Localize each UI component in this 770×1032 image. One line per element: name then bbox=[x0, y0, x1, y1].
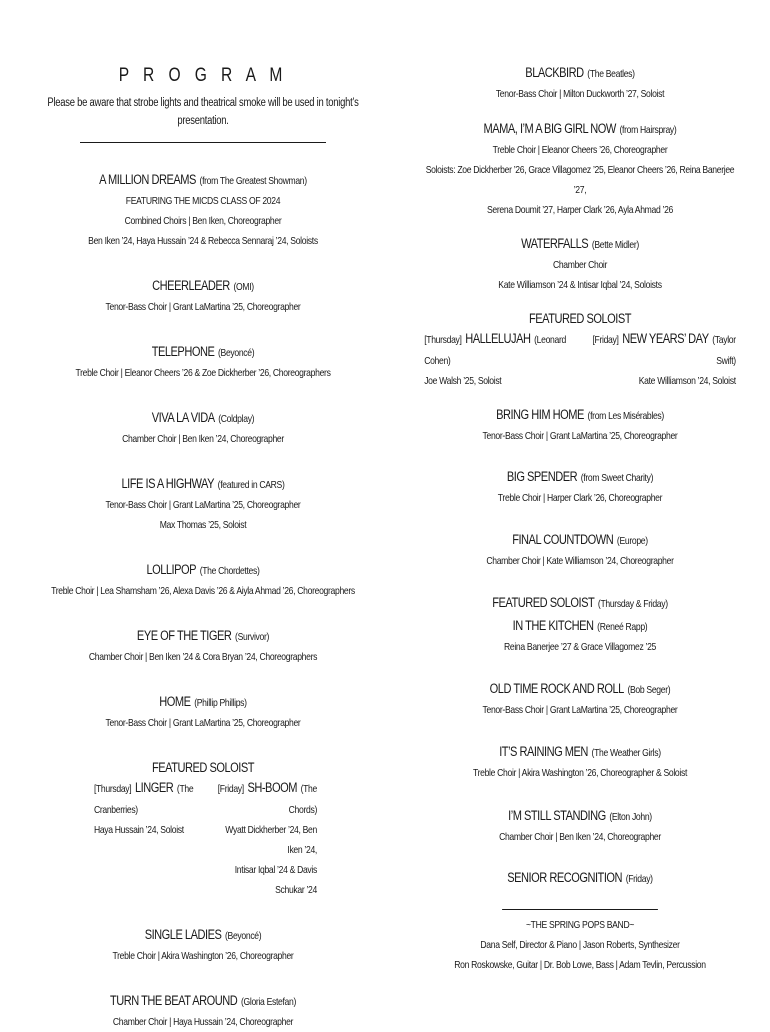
song-entry bbox=[424, 742, 736, 783]
band-heading: ~THE SPRING POPS BAND~ bbox=[525, 919, 635, 931]
song-title: BRING HIM HOME bbox=[496, 407, 584, 422]
song-title: FINAL COUNTDOWN bbox=[512, 532, 614, 547]
song-detail: Chamber Choir | Ben Iken ’24 & Cora Bryan ’24, Choreographers bbox=[88, 651, 318, 663]
song-credit: (Survivor) bbox=[235, 631, 270, 643]
song-entry bbox=[37, 925, 370, 966]
song-detail: Kate Williamson ’24 & Intisar Iqbal ’24, Soloists bbox=[498, 279, 662, 291]
song-entry bbox=[424, 405, 736, 446]
song-detail: Soloists: Zoe Dickherber ’26, Grace Villagomez ’25, Eleanor Cheers ’26, Reina Banerjee ’27, bbox=[425, 164, 735, 196]
song-credit: (featured in CARS) bbox=[217, 479, 285, 491]
song-entry bbox=[37, 991, 370, 1032]
song-title: CHEERLEADER bbox=[152, 278, 230, 293]
senior-recognition bbox=[424, 868, 736, 889]
song-detail: Treble Choir | Harper Clark ’26, Choreographer bbox=[497, 492, 663, 504]
day-label: [Thursday] bbox=[93, 783, 132, 795]
song-detail: Kate Williamson ’24, Soloist bbox=[638, 375, 736, 387]
right-column bbox=[424, 0, 736, 975]
song-title: IT’S RAINING MEN bbox=[499, 744, 588, 759]
song-credit: (The Cranberries) bbox=[93, 783, 194, 816]
song-detail: Serena Doumit ’27, Harper Clark ’26, Ayla Ahmad ’26 bbox=[486, 204, 674, 216]
song-title: TELEPHONE bbox=[151, 344, 215, 359]
song-credit: (Gloria Estefan) bbox=[240, 996, 297, 1008]
friday-feature bbox=[582, 329, 735, 391]
song-title: TURN THE BEAT AROUND bbox=[109, 993, 238, 1008]
song-detail: Treble Choir | Akira Washington ’26, Choreographer bbox=[112, 950, 294, 962]
song-title: I’M STILL STANDING bbox=[508, 808, 606, 823]
song-entry bbox=[424, 234, 736, 295]
featured-soloist-section bbox=[37, 758, 370, 900]
song-detail: Haya Hussain ’24, Soloist bbox=[93, 824, 184, 836]
day-label: [Thursday] bbox=[424, 334, 462, 346]
song-detail: Treble Choir | Eleanor Cheers ’26 & Zoe Dickherber ’26, Choreographers bbox=[75, 367, 331, 379]
song-credit: (OMI) bbox=[233, 281, 254, 293]
song-detail: Tenor-Bass Choir | Grant LaMartina ’25, Choreographer bbox=[105, 717, 301, 729]
song-credit: (Elton John) bbox=[609, 811, 652, 823]
song-detail: Intisar Iqbal ’24 & Davis Schukar ’24 bbox=[234, 864, 317, 896]
featured-title: FEATURED SOLOIST bbox=[492, 595, 595, 610]
song-detail: Combined Choirs | Ben Iken, Choreographer bbox=[124, 215, 282, 227]
song-entry bbox=[37, 342, 370, 383]
friday-feature bbox=[212, 778, 317, 900]
song-title: LOLLIPOP bbox=[146, 562, 197, 577]
song-credit: (The Weather Girls) bbox=[591, 747, 661, 759]
song-title: MAMA, I’M A BIG GIRL NOW bbox=[483, 121, 616, 136]
song-entry bbox=[424, 467, 736, 508]
song-credit: (Friday) bbox=[625, 873, 653, 885]
day-label: [Friday] bbox=[592, 334, 619, 346]
song-credit: (Coldplay) bbox=[218, 413, 255, 425]
song-detail: Tenor-Bass Choir | Grant LaMartina ’25, Choreographer bbox=[482, 704, 678, 716]
song-credit: (from The Greatest Showman) bbox=[199, 175, 307, 187]
song-credit: (Taylor Swift) bbox=[712, 334, 736, 367]
thursday-feature bbox=[424, 329, 582, 391]
day-label: (Thursday & Friday) bbox=[597, 598, 668, 610]
song-title: LINGER bbox=[134, 780, 174, 795]
band-line: Dana Self, Director & Piano | Jason Roberts, Synthesizer bbox=[480, 939, 680, 951]
song-credit: (from Sweet Charity) bbox=[580, 472, 654, 484]
song-title: BIG SPENDER bbox=[506, 469, 578, 484]
song-entry bbox=[37, 276, 370, 317]
band-credits bbox=[424, 915, 736, 975]
song-title: SENIOR RECOGNITION bbox=[507, 870, 623, 885]
page-title: P R O G R A M bbox=[118, 65, 288, 86]
song-title: OLD TIME ROCK AND ROLL bbox=[489, 681, 624, 696]
featured-soloist-section bbox=[424, 309, 736, 391]
song-credit: (Leonard Cohen) bbox=[424, 334, 566, 367]
song-credit: (The Chords) bbox=[288, 783, 317, 816]
featured-soloist-section bbox=[424, 593, 736, 657]
song-detail: Tenor-Bass Choir | Grant LaMartina ’25, Choreographer bbox=[105, 301, 301, 313]
song-entry bbox=[424, 679, 736, 720]
song-detail: Treble Choir | Lea Shamsham ’26, Alexa Davis ’26 & Aiyla Ahmad ’26, Choreographers bbox=[51, 585, 355, 597]
song-entry bbox=[424, 806, 736, 847]
song-credit: (Beyoncé) bbox=[225, 930, 262, 942]
featured-split bbox=[424, 329, 736, 391]
song-detail: Chamber Choir bbox=[552, 259, 608, 271]
song-entry bbox=[37, 408, 370, 449]
song-detail: Max Thomas ’25, Soloist bbox=[159, 519, 247, 531]
left-column bbox=[37, 0, 370, 1032]
song-detail: Wyatt Dickherber ’24, Ben Iken ’24, bbox=[225, 824, 317, 856]
song-detail: Chamber Choir | Ben Iken ’24, Choreographer bbox=[499, 831, 661, 843]
song-entry bbox=[37, 626, 370, 667]
song-detail: Tenor-Bass Choir | Milton Duckworth ’27, Soloist bbox=[495, 88, 665, 100]
song-detail: Chamber Choir | Kate Williamson ’24, Choreographer bbox=[486, 555, 674, 567]
song-detail: Chamber Choir | Ben Iken ’24, Choreographer bbox=[122, 433, 284, 445]
song-title: SINGLE LADIES bbox=[144, 927, 222, 942]
song-title: EYE OF THE TIGER bbox=[136, 628, 232, 643]
song-title: SH-BOOM bbox=[247, 780, 297, 795]
song-detail: Chamber Choir | Haya Hussain ’24, Choreographer bbox=[112, 1016, 294, 1028]
song-entry bbox=[37, 560, 370, 601]
song-credit: (from Hairspray) bbox=[619, 124, 677, 136]
song-credit: (Reneé Rapp) bbox=[597, 621, 648, 633]
song-title: HOME bbox=[159, 694, 191, 709]
song-credit: (The Beatles) bbox=[587, 68, 635, 80]
featured-title: FEATURED SOLOIST bbox=[528, 311, 632, 326]
song-title: A MILLION DREAMS bbox=[99, 172, 196, 187]
day-label: [Friday] bbox=[217, 783, 244, 795]
song-detail: Treble Choir | Eleanor Cheers ’26, Choreographer bbox=[492, 144, 668, 156]
song-detail: FEATURING THE MICDS CLASS OF 2024 bbox=[125, 195, 281, 207]
song-detail: Reina Banerjee ’27 & Grace Villagomez ’25 bbox=[503, 641, 656, 653]
song-credit: (Bette Midler) bbox=[591, 239, 639, 251]
song-credit: (Europe) bbox=[616, 535, 648, 547]
song-entry bbox=[424, 530, 736, 571]
song-entry bbox=[37, 170, 370, 251]
song-detail: Treble Choir | Akira Washington ’26, Choreographer & Soloist bbox=[472, 767, 688, 779]
song-detail: Ben Iken ’24, Haya Hussain ’24 & Rebecca Sennaraj ’24, Soloists bbox=[88, 235, 318, 247]
song-credit: (from Les Misérables) bbox=[587, 410, 664, 422]
strobe-notice: Please be aware that strobe lights and theatrical smoke will be used in tonight’s presentation. bbox=[47, 97, 359, 127]
song-entry bbox=[37, 692, 370, 733]
song-detail: Tenor-Bass Choir | Grant LaMartina ’25, Choreographer bbox=[105, 499, 301, 511]
song-entry bbox=[424, 63, 736, 104]
featured-split bbox=[37, 778, 370, 900]
song-credit: (Beyoncé) bbox=[217, 347, 255, 359]
song-detail: Tenor-Bass Choir | Grant LaMartina ’25, Choreographer bbox=[482, 430, 678, 442]
song-title: HALLELUJAH bbox=[465, 331, 531, 346]
song-title: VIVA LA VIDA bbox=[151, 410, 215, 425]
song-credit: (Phillip Phillips) bbox=[194, 697, 247, 709]
song-title: WATERFALLS bbox=[521, 236, 589, 251]
song-title: BLACKBIRD bbox=[525, 65, 584, 80]
song-title: NEW YEARS’ DAY bbox=[622, 331, 709, 346]
song-entry bbox=[424, 119, 736, 220]
song-credit: (Bob Seger) bbox=[627, 684, 671, 696]
song-detail: Joe Walsh ’25, Soloist bbox=[424, 375, 502, 387]
song-title: LIFE IS A HIGHWAY bbox=[121, 476, 215, 491]
song-entry bbox=[37, 474, 370, 535]
song-title: IN THE KITCHEN bbox=[512, 618, 594, 633]
thursday-feature bbox=[94, 778, 212, 900]
song-credit: (The Chordettes) bbox=[199, 565, 260, 577]
featured-title: FEATURED SOLOIST bbox=[151, 760, 255, 775]
band-line: Ron Roskowske, Guitar | Dr. Bob Lowe, Bass | Adam Tevlin, Percussion bbox=[454, 959, 706, 971]
